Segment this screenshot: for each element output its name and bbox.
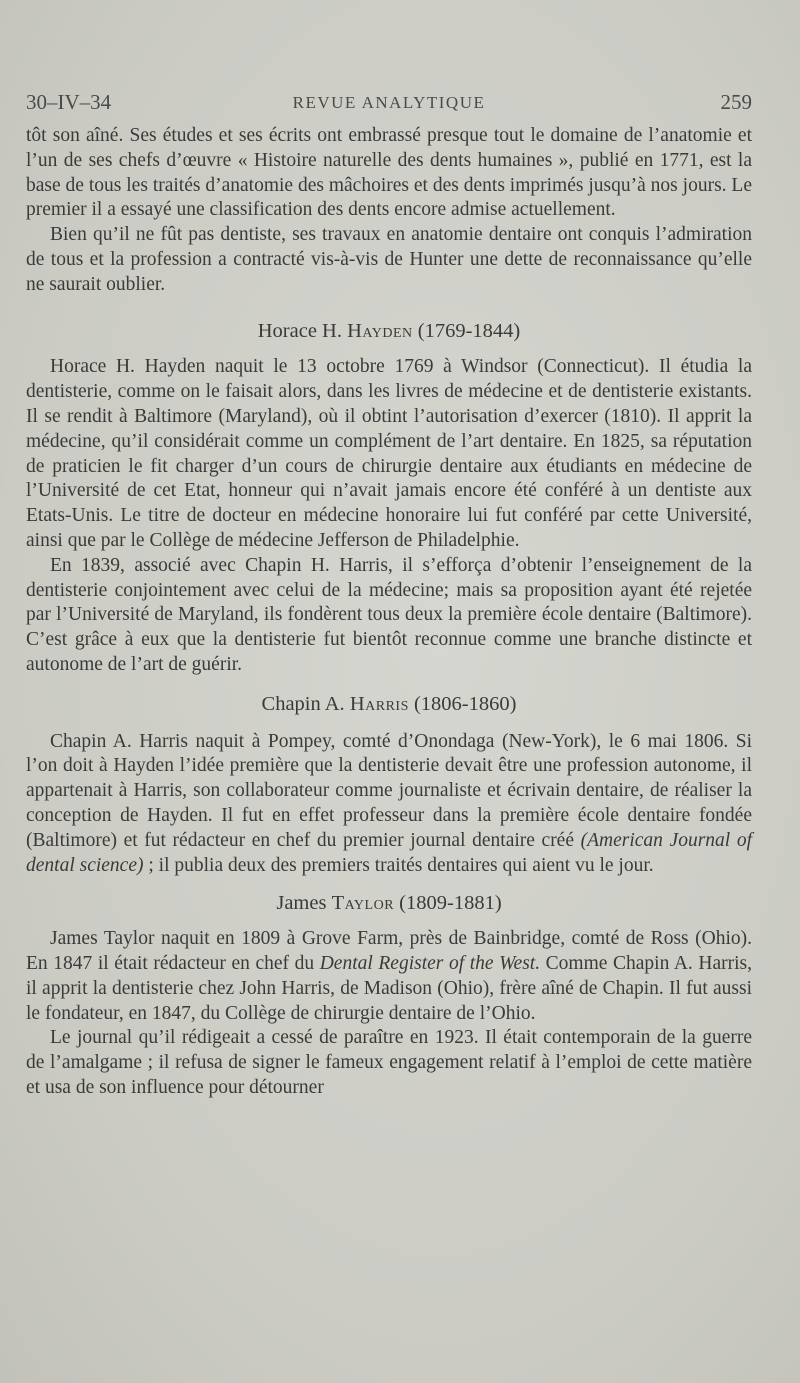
paragraph-text: James Taylor naquit en 1809 à Grove Farm, près de Bainbridge, comté de Ross (Ohio). En 1847 il était rédacteur en chef du — [26, 928, 752, 974]
running-header — [26, 90, 752, 124]
paragraph: Bien qu’il ne fût pas dentiste, ses travaux en anatomie dentaire ont conquis l’admiration de tous et la profession a contracté vis-à-vis de Hunter une dette de reconnaissance qu’elle ne saurait oublier. — [26, 224, 752, 295]
heading-given-name: Horace H. — [257, 319, 342, 342]
paragraph: Horace H. Hayden naquit le 13 octobre 1769 à Windsor (Connecticut). Il étudia la dentisterie, comme on le faisait alors, dans les livres de médecine et de dentisterie existants. Il se rendit à Baltimore (Maryland), où il obtint l’autorisation d’exercer (1810). Il apprit la médecine, qu’il considérait comme un complément de l’art dentaire. En 1825, sa réputation de praticien le fit charger d’un cours de chirurgie dentaire aux étudiants en médecine de l’Université de cet Etat, honneur qui n’avait jamais encore été conféré à un dentiste aux Etats-Unis. Le titre de docteur en médecine honoraire lui fut conféré par cette Université, ainsi que par le Collège de médecine Jefferson de Philadelphie. — [26, 356, 752, 551]
heading-given-name: Chapin A. — [261, 692, 345, 715]
heading-dates: (1809-1881) — [399, 892, 502, 915]
issue-date: 30–IV–34 — [26, 90, 112, 114]
section-heading-taylor — [26, 891, 752, 916]
section-heading-harris — [26, 692, 752, 717]
journal-title: REVUE ANALYTIQUE — [292, 93, 486, 112]
page-number: 259 — [720, 90, 752, 114]
paragraph-text: ; il publia deux des premiers traités dentaires qui aient vu le jour. — [143, 854, 654, 876]
heading-surname: Hayden — [347, 319, 413, 342]
heading-given-name: James — [276, 892, 327, 915]
paragraph-text: Chapin A. Harris naquit à Pompey, comté d’Onondaga (New-York), le 6 mai 1806. Si l’on doit à Hayden l’idée première que la dentisterie devait être une profession autonome, il appartenait à Harris, son collaborateur comme journaliste et écrivain dentaire, de réaliser la conception de Hayden. Il fut en effet professeur dans la première école dentaire fondée (Baltimore) et fut rédacteur en chef du premier journal dentaire créé — [26, 730, 752, 851]
paragraph-text: Comme Chapin A. Harris, il apprit la dentisterie chez John Harris, de Madison (Ohio), frère aîné de Chapin. Il fut aussi le fondateur, en 1847, du Collège de chirurgie dentaire de l’Ohio. — [26, 952, 752, 1024]
paragraph: tôt son aîné. Ses études et ses écrits ont embrassé presque tout le domaine de l’anatomie et l’un de ses chefs d’œuvre « Histoire naturelle des dents humaines », publié en 1771, est la base de tous les traités d’anatomie des mâchoires et des dents imprimés jusqu’à nos jours. Le premier il a essayé une classification des dents encore admise actuellement. — [26, 125, 752, 221]
paragraph — [26, 730, 752, 879]
paragraph: En 1839, associé avec Chapin H. Harris, il s’efforça d’obtenir l’enseignement de la dentisterie conjointement avec celui de la médecine; mais sa proposition ayant été rejetée par l’Université de Maryland, ils fondèrent tous deux la première école dentaire (Baltimore). C’est grâce à eux que la dentisterie fut bientôt reconnue comme une branche distincte et autonome de l’art de guérir. — [26, 554, 752, 675]
journal-citation: Dental Register of the West. — [319, 952, 541, 974]
paragraph: Le journal qu’il rédigeait a cessé de paraître en 1923. Il était contemporain de la guerre de l’amalgame ; il refusa de signer le fameux engagement relatif à l’emploi de cette matière et usa de son influence pour détourner — [26, 1027, 752, 1098]
body-text — [26, 124, 752, 1101]
heading-surname: Taylor — [331, 892, 395, 915]
heading-dates: (1806-1860) — [413, 692, 517, 715]
heading-surname: Harris — [349, 692, 409, 715]
heading-dates: (1769-1844) — [417, 319, 521, 342]
journal-citation: (American Journal of dental science) — [26, 829, 752, 876]
section-heading-hayden — [26, 319, 752, 344]
paragraph — [26, 927, 752, 1026]
